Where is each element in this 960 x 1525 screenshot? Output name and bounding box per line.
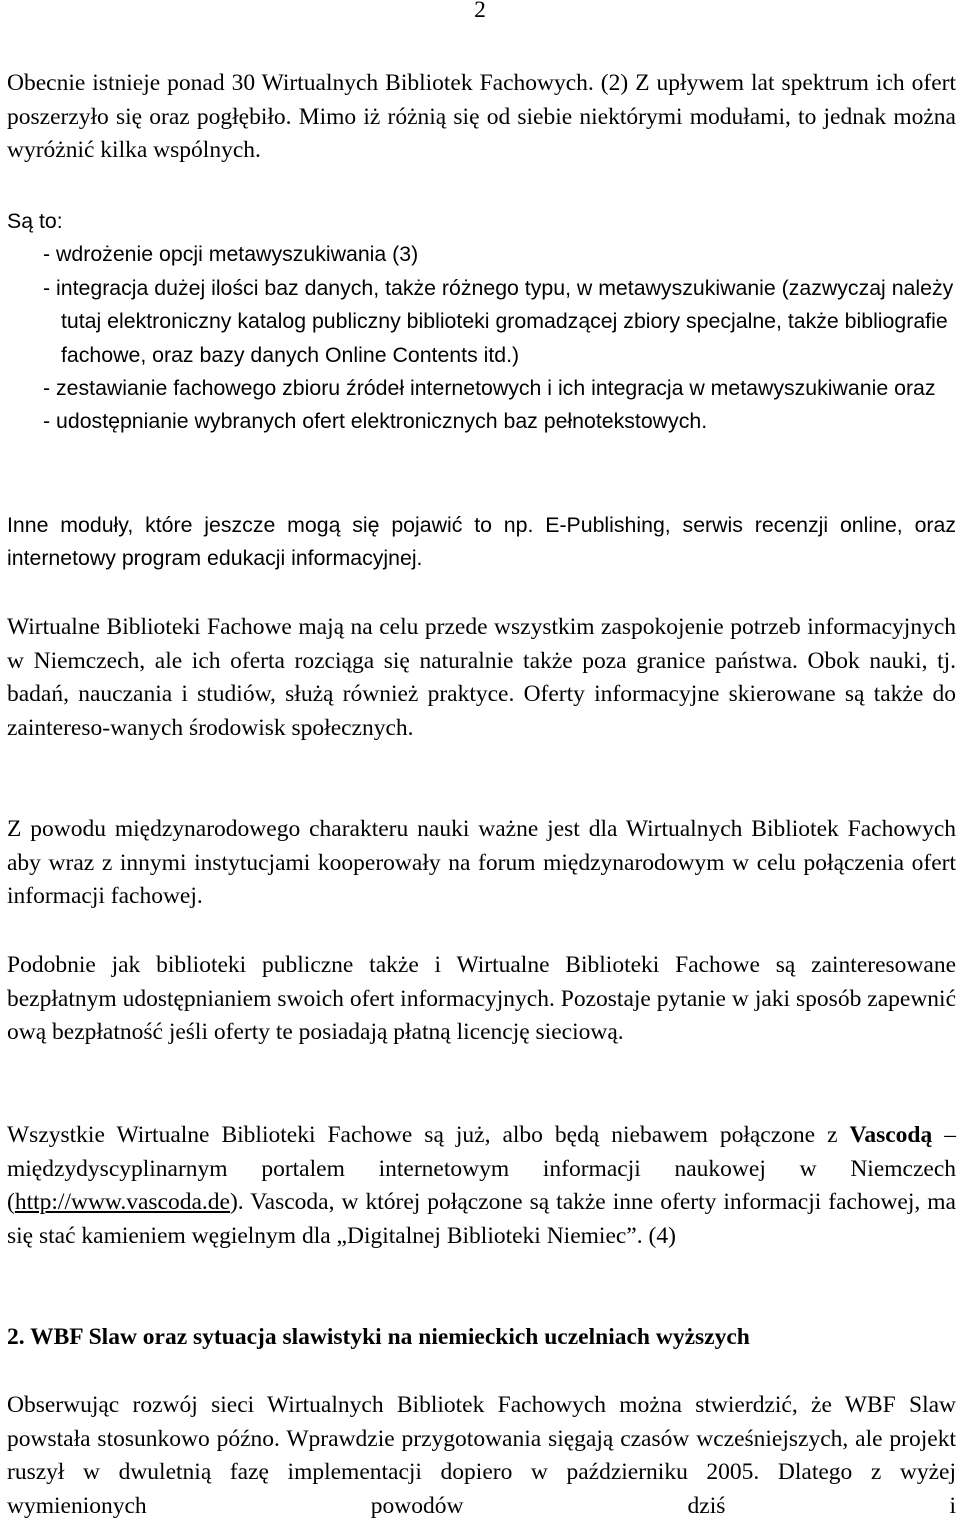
list-item: - zestawianie fachowego zbioru źródeł internetowych i ich integracja w metawyszukiwanie oraz (43, 376, 936, 401)
paragraph-goals: Wirtualne Biblioteki Fachowe mają na celu przede wszystkim zaspokojenie potrzeb informacyjnych w Niemczech, ale ich oferta rozciąga się naturalnie także poza granice państwa. Obok nauki, tj. badań, nauczania i studiów, służą również praktyce. Oferty informacyjne skierowane są także do zaintereso-wanych środowisk społecznych. (7, 614, 956, 741)
vascoda-link[interactable]: http://www.vascoda.de (14, 1189, 230, 1216)
paragraph-international: Z powodu międzynarodowego charakteru nauki ważne jest dla Wirtualnych Bibliotek Fachowych aby wraz z innymi instytucjami kooperowały na forum międzynarodowym w celu połączenia ofert informacji fachowej. (7, 816, 956, 910)
section-heading: 2. WBF Slaw oraz sytuacja slawistyki na niemieckich uczelniach wyższych (7, 1324, 750, 1350)
list-item: - udostępnianie wybranych ofert elektronicznych baz pełnotekstowych. (43, 409, 708, 434)
paragraph-other-modules: Inne moduły, które jeszcze mogą się pojawić to np. E-Publishing, serwis recenzji online, oraz internetowy program edukacji informacyjnej. (7, 513, 956, 571)
paragraph-vascoda (7, 1119, 956, 1253)
paragraph-wbf-slaw: Obserwując rozwój sieci Wirtualnych Bibliotek Fachowych można stwierdzić, że WBF Slaw powstała stosunkowo późno. Wprawdzie przygotowania sięgają czasów wcześniejszych, ale projekt ruszył w dwuletnią fazę implementacji dopiero w październiku 2005. Dlatego z wyżej wymienionych powodów dziś i (7, 1392, 956, 1519)
vascoda-name: Vascodą (849, 1122, 933, 1148)
list-item: - integracja dużej ilości baz danych, także różnego typu, w metawyszukiwanie (zazwyczaj należy tutaj elektroniczny katalog publiczny biblioteki gromadzącej zbiory specjalne, także bibliografie fachowe, oraz bazy danych Online Contents itd.) (43, 275, 954, 367)
vascoda-text-before: Wszystkie Wirtualne Biblioteki Fachowe są już, albo będą niebawem połączone z (7, 1122, 850, 1148)
feature-list (7, 205, 956, 439)
vascoda-text-after: ). Vascoda, w której połączone są także inne oferty informacji fachowej, ma się stać kamieniem węgielnym dla „Digitalnej Biblioteki Niemiec”. (4) (7, 1189, 956, 1249)
vascoda-text-middle: – międzydyscyplinarnym portalem internetowym informacji naukowej w Niemczech ( (7, 1122, 956, 1216)
list-item: - wdrożenie opcji metawyszukiwania (3) (43, 242, 419, 267)
paragraph-intro: Obecnie istnieje ponad 30 Wirtualnych Bibliotek Fachowych. (2) Z upływem lat spektrum ich ofert poszerzyło się oraz pogłębiło. Mimo iż różnią się od siebie niektórymi modułami, to jednak można wyróżnić kilka wspólnych. (7, 70, 956, 164)
paragraph-free-access: Podobnie jak biblioteki publiczne także i Wirtualne Biblioteki Fachowe są zainteresowane bezpłatnym udostępnianiem swoich ofert informacyjnych. Pozostaje pytanie w jaki sposób zapewnić ową bezpłatność jeśli oferty te posiadają płatną licencję sieciową. (7, 952, 956, 1046)
page-number: 2 (474, 0, 486, 23)
list-intro: Są to: (7, 209, 63, 233)
